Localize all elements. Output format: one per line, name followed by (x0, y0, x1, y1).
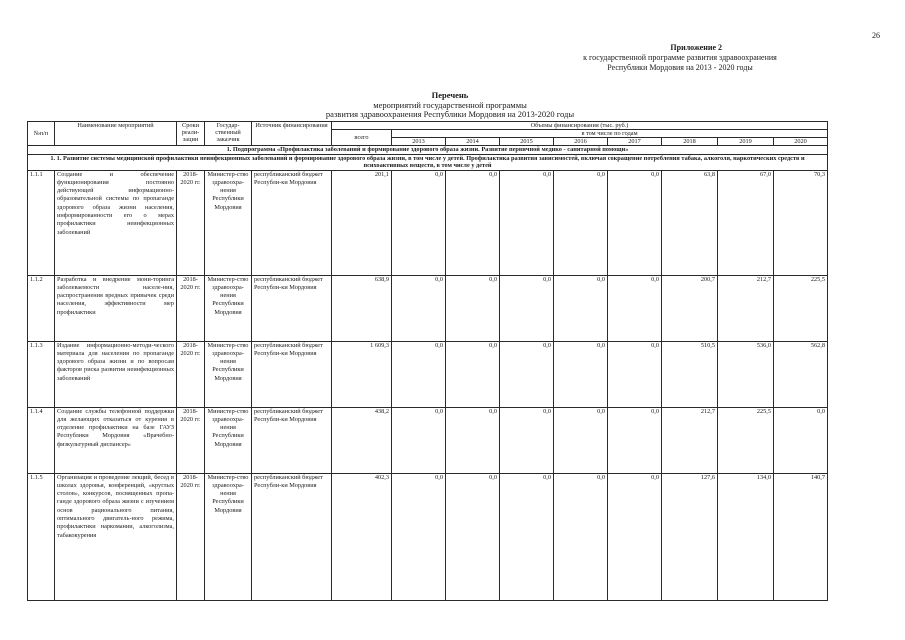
row-total: 638,9 (332, 275, 392, 341)
row-value: 0,0 (392, 407, 446, 473)
page-number: 26 (872, 31, 880, 40)
header-year: 2019 (718, 138, 774, 146)
table-row (28, 407, 828, 473)
row-value: 134,0 (718, 473, 774, 600)
header-year: 2020 (774, 138, 828, 146)
header-year: 2014 (446, 138, 500, 146)
header-year: 2018 (662, 138, 718, 146)
header-year: 2016 (554, 138, 608, 146)
row-value: 0,0 (608, 407, 662, 473)
row-code: 1.1.5 (28, 473, 55, 600)
header-year: 2015 (500, 138, 554, 146)
heading-line-3: развития здравоохранения Республики Мордовия на 2013-2020 годы (325, 109, 575, 119)
row-value: 536,0 (718, 341, 774, 407)
row-value: 0,0 (500, 275, 554, 341)
header-num: №п/п (28, 122, 55, 146)
header-volume: Объемы финансирования (тыс. руб.) (332, 122, 828, 130)
row-value: 0,0 (608, 275, 662, 341)
header-total: всего (332, 130, 392, 146)
row-value: 200,7 (662, 275, 718, 341)
row-term: 2018-2020 гг. (177, 170, 205, 275)
row-value: 127,6 (662, 473, 718, 600)
heading-title: Перечень (431, 90, 469, 100)
heading-line-2: мероприятий государственной программы (373, 99, 527, 110)
row-value: 0,0 (500, 407, 554, 473)
row-value: 0,0 (608, 341, 662, 407)
row-total: 402,3 (332, 473, 392, 600)
header-year: 2017 (608, 138, 662, 146)
row-value: 562,8 (774, 341, 828, 407)
row-code: 1.1.4 (28, 407, 55, 473)
row-value: 0,0 (554, 170, 608, 275)
row-value: 510,5 (662, 341, 718, 407)
row-value: 67,0 (718, 170, 774, 275)
section-row (28, 154, 828, 170)
row-customer: Министер-ство здравоохра-нения Республики Мордовия (205, 170, 252, 275)
table-row (28, 170, 828, 275)
row-value: 0,0 (446, 170, 500, 275)
row-value: 63,8 (662, 170, 718, 275)
row-value: 0,0 (774, 407, 828, 473)
row-value: 0,0 (446, 407, 500, 473)
row-value: 0,0 (392, 341, 446, 407)
row-term: 2018-2020 гг. (177, 275, 205, 341)
row-source: республиканский бюджет Республи-ки Мордовия (252, 407, 332, 473)
row-value: 225,5 (718, 407, 774, 473)
row-source: республиканский бюджет Республи-ки Мордовия (252, 473, 332, 600)
row-customer: Министер-ство здравоохра-нения Республики Мордовия (205, 275, 252, 341)
subprogram-row (28, 146, 828, 155)
row-value: 0,0 (500, 341, 554, 407)
appendix-line-1: к государственной программе развития здравоохранения (583, 53, 777, 62)
row-code: 1.1.3 (28, 341, 55, 407)
header-term: Сроки реали-зации (177, 122, 205, 146)
row-name: Разработка и внедрение мони-торинга заболеваемости населе-ния, распространения вредных привычек среди населения, эффективности мер профилактики (55, 275, 177, 341)
table-row (28, 275, 828, 341)
header-year: 2013 (392, 138, 446, 146)
header-row-1 (28, 122, 828, 130)
row-name: Организация и проведение лекций, бесед в школах здоровья, конференций, «круглых столов», конкурсов, посвященных пропа-ганде здорового образа жизни с изучением основ рационального питания, оптимального двигатель-ного режима, профилактики наркомании, алкоголизма, табакокурения (55, 473, 177, 600)
row-code: 1.1.1 (28, 170, 55, 275)
row-name: Издание информационно-методи-ческого материала для населения по пропаганде здорового образа жизни и по вопросам факторов риска развития неинфекционных заболеваний (55, 341, 177, 407)
row-value: 0,0 (554, 473, 608, 600)
section-title: 1. 1. Развитие системы медицинской профилактики неинфекционных заболеваний и формирование здорового образа жизни, в том числе у детей. Профилактика развития зависимостей, включая сокращение потребления табака, алкоголя, наркотических средств и психоактивных веществ, в том числе у детей (28, 154, 828, 170)
row-value: 0,0 (554, 275, 608, 341)
row-value: 70,3 (774, 170, 828, 275)
row-customer: Министер-ство здравоохра-нения Республики Мордовия (205, 407, 252, 473)
row-value: 0,0 (392, 275, 446, 341)
row-name: Создание и обеспечение функционирования постоянно действующей информационно-образовательной системы по пропаганде здорового образа жизни населения, информированности его о мерах профилактики неинфекционных заболеваний (55, 170, 177, 275)
row-value: 212,7 (662, 407, 718, 473)
row-total: 201,1 (332, 170, 392, 275)
table-row (28, 473, 828, 600)
header-customer: Государ-ственный заказчик (205, 122, 252, 146)
row-value: 0,0 (500, 170, 554, 275)
row-value: 140,7 (774, 473, 828, 600)
header-name: Наименование мероприятий (55, 122, 177, 146)
row-value: 0,0 (446, 341, 500, 407)
row-value: 0,0 (554, 407, 608, 473)
header-source: Источник финансирования (252, 122, 332, 146)
row-term: 2018-2020 гг. (177, 341, 205, 407)
row-total: 438,2 (332, 407, 392, 473)
row-value: 0,0 (446, 275, 500, 341)
row-source: республиканский бюджет Республи-ки Мордовия (252, 341, 332, 407)
row-term: 2018-2020 гг. (177, 473, 205, 600)
row-value: 0,0 (500, 473, 554, 600)
row-customer: Министер-ство здравоохра-нения Республики Мордовия (205, 341, 252, 407)
row-customer: Министер-ство здравоохра-нения Республики Мордовия (205, 473, 252, 600)
row-value: 0,0 (608, 473, 662, 600)
document-heading (250, 91, 650, 120)
row-total: 1 609,3 (332, 341, 392, 407)
row-value: 212,7 (718, 275, 774, 341)
row-value: 0,0 (392, 473, 446, 600)
row-value: 0,0 (608, 170, 662, 275)
row-code: 1.1.2 (28, 275, 55, 341)
appendix-header (560, 43, 800, 73)
row-name: Создание службы телефонной поддержки для желающих отказаться от курения в отделение профилактики на базе ГАУЗ Республики Мордовия «Врачебно-физкультурный диспансер» (55, 407, 177, 473)
row-value: 225,5 (774, 275, 828, 341)
header-by-years: в том числе по годам (392, 130, 828, 138)
row-source: республиканский бюджет Республи-ки Мордовия (252, 275, 332, 341)
appendix-title: Приложение 2 (670, 43, 722, 52)
appendix-line-2: Республики Мордовия на 2013 - 2020 годы (607, 63, 753, 72)
table-row (28, 341, 828, 407)
row-value: 0,0 (554, 341, 608, 407)
subprogram-title: 1. Подпрограмма «Профилактика заболеваний и формирование здорового образа жизни. Развитие первичной медико - санитарной помощи» (28, 146, 828, 155)
financing-table (27, 121, 828, 601)
row-source: республиканский бюджет Республи-ки Мордовия (252, 170, 332, 275)
row-term: 2018-2020 гг. (177, 407, 205, 473)
row-value: 0,0 (446, 473, 500, 600)
row-value: 0,0 (392, 170, 446, 275)
